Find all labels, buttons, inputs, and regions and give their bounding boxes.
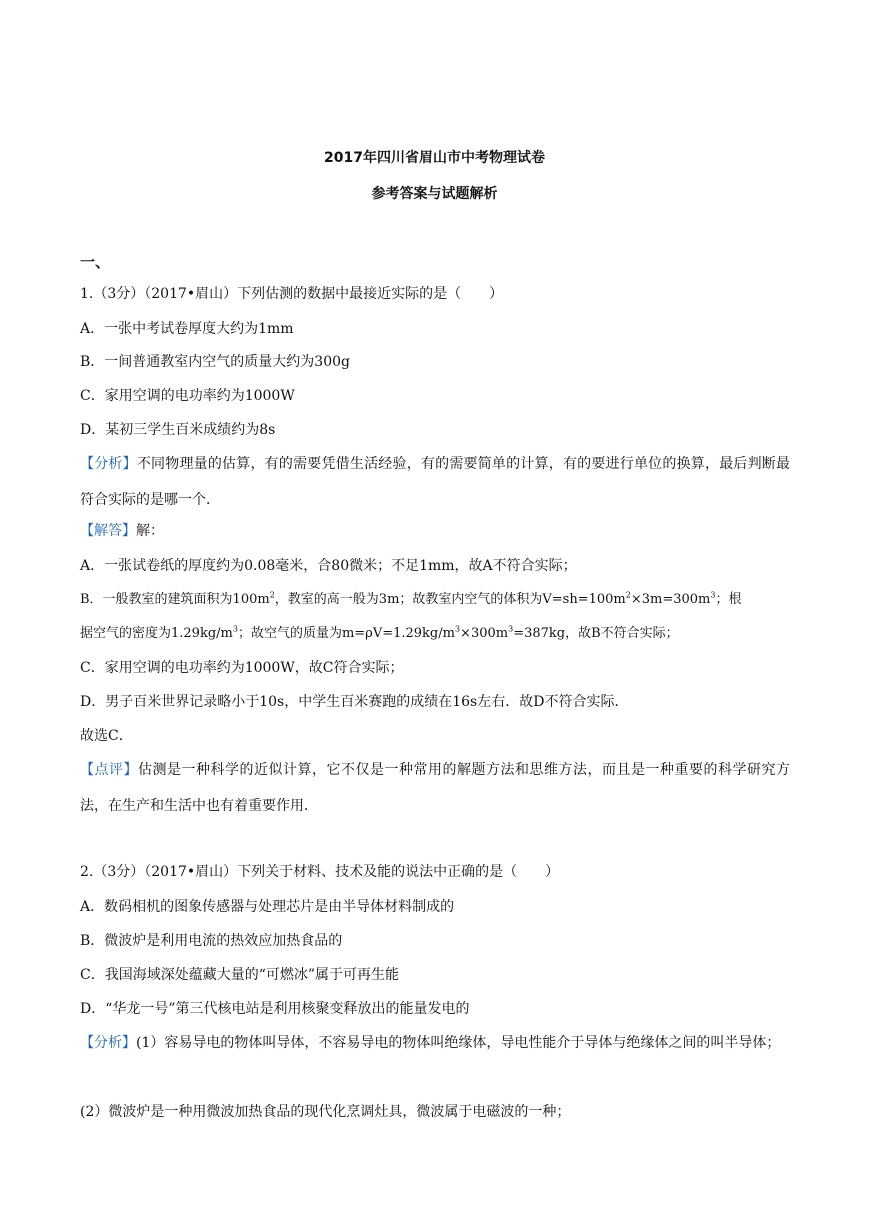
analysis-text: (1）容易导电的物体叫导体，不容易导电的物体叫绝缘体，导电性能介于导体与绝缘体之间的叫半导体； [136, 1035, 781, 1051]
analysis-tag: 【分析】 [80, 1035, 136, 1051]
question-2-analysis [80, 1025, 790, 1061]
question-2-option-b: B．微波炉是利用电流的热效应加热食品的 [80, 933, 343, 949]
question-2-option-d: D．“华龙一号”第三代核电站是利用核聚变释放出的能量发电的 [80, 1001, 470, 1017]
question-1-comment [80, 752, 790, 824]
question-1-option-a: A．一张中考试卷厚度大约为1mm [80, 321, 294, 337]
question-1-answer-d: D．男子百米世界记录略小于10s，中学生百米赛跑的成绩在16s左右．故D不符合实际． [80, 694, 629, 710]
comment-text: 估测是一种科学的近似计算，它不仅是一种常用的解题方法和思维方法，而且是一种重要的科学研究方法，在生产和生活中也有着重要作用． [80, 762, 790, 814]
analysis-tag: 【分析】 [80, 456, 137, 472]
section-heading: 一、 [80, 253, 111, 271]
question-2-analysis-2: (2）微波炉是一种用微波加热食品的现代化烹调灶具，微波属于电磁波的一种； [80, 1104, 571, 1120]
question-1-option-c: C．家用空调的电功率约为1000W [80, 388, 295, 404]
comment-tag: 【点评】 [80, 762, 138, 778]
question-1-answer-b-line1: B．一般教室的建筑面积为$100m^2$，教室的高一般为3m；故教室内空气的体积为$V=sh=100m^2\times 3m=300m^3$；根 [80, 590, 742, 607]
question-1-answer-c: C．家用空调的电功率约为1000W，故C符合实际； [80, 660, 404, 676]
answer-intro: 解： [136, 523, 164, 539]
question-1-option-b: B．一间普通教室内空气的质量大约为300g [80, 354, 350, 370]
question-1-analysis [80, 446, 790, 518]
answer-tag: 【解答】 [80, 523, 136, 539]
question-1-answer-b-line2: 据空气的密度为$1.29kg/m^3$；故空气的质量为$m=\rho V=1.29kg/m^3\times 300m^3=387kg$，故B不符合实际； [80, 624, 679, 641]
question-1-option-d: D．某初三学生百米成绩约为8s [80, 422, 276, 438]
question-1-conclusion: 故选C． [80, 728, 133, 744]
document-title: 2017年四川省眉山市中考物理试卷 [324, 150, 545, 166]
question-1-answer-heading [80, 521, 164, 541]
question-2-stem: 2.（3分）（2017•眉山）下列关于材料、技术及能的说法中正确的是（ ） [80, 864, 560, 880]
question-1-stem: 1.（3分）（2017•眉山）下列估测的数据中最接近实际的是（ ） [80, 286, 504, 302]
question-2-option-a: A．数码相机的图象传感器与处理芯片是由半导体材料制成的 [80, 899, 455, 915]
question-1-answer-a: A．一张试卷纸的厚度约为0.08毫米，合80微米；不足1mm，故A不符合实际； [80, 558, 577, 574]
document-subtitle: 参考答案与试题解析 [371, 186, 498, 202]
question-2-option-c: C．我国海域深处蕴藏大量的“可燃冰”属于可再生能 [80, 967, 400, 983]
analysis-text: 不同物理量的估算，有的需要凭借生活经验，有的需要简单的计算，有的要进行单位的换算，最后判断最符合实际的是哪一个． [80, 456, 791, 508]
